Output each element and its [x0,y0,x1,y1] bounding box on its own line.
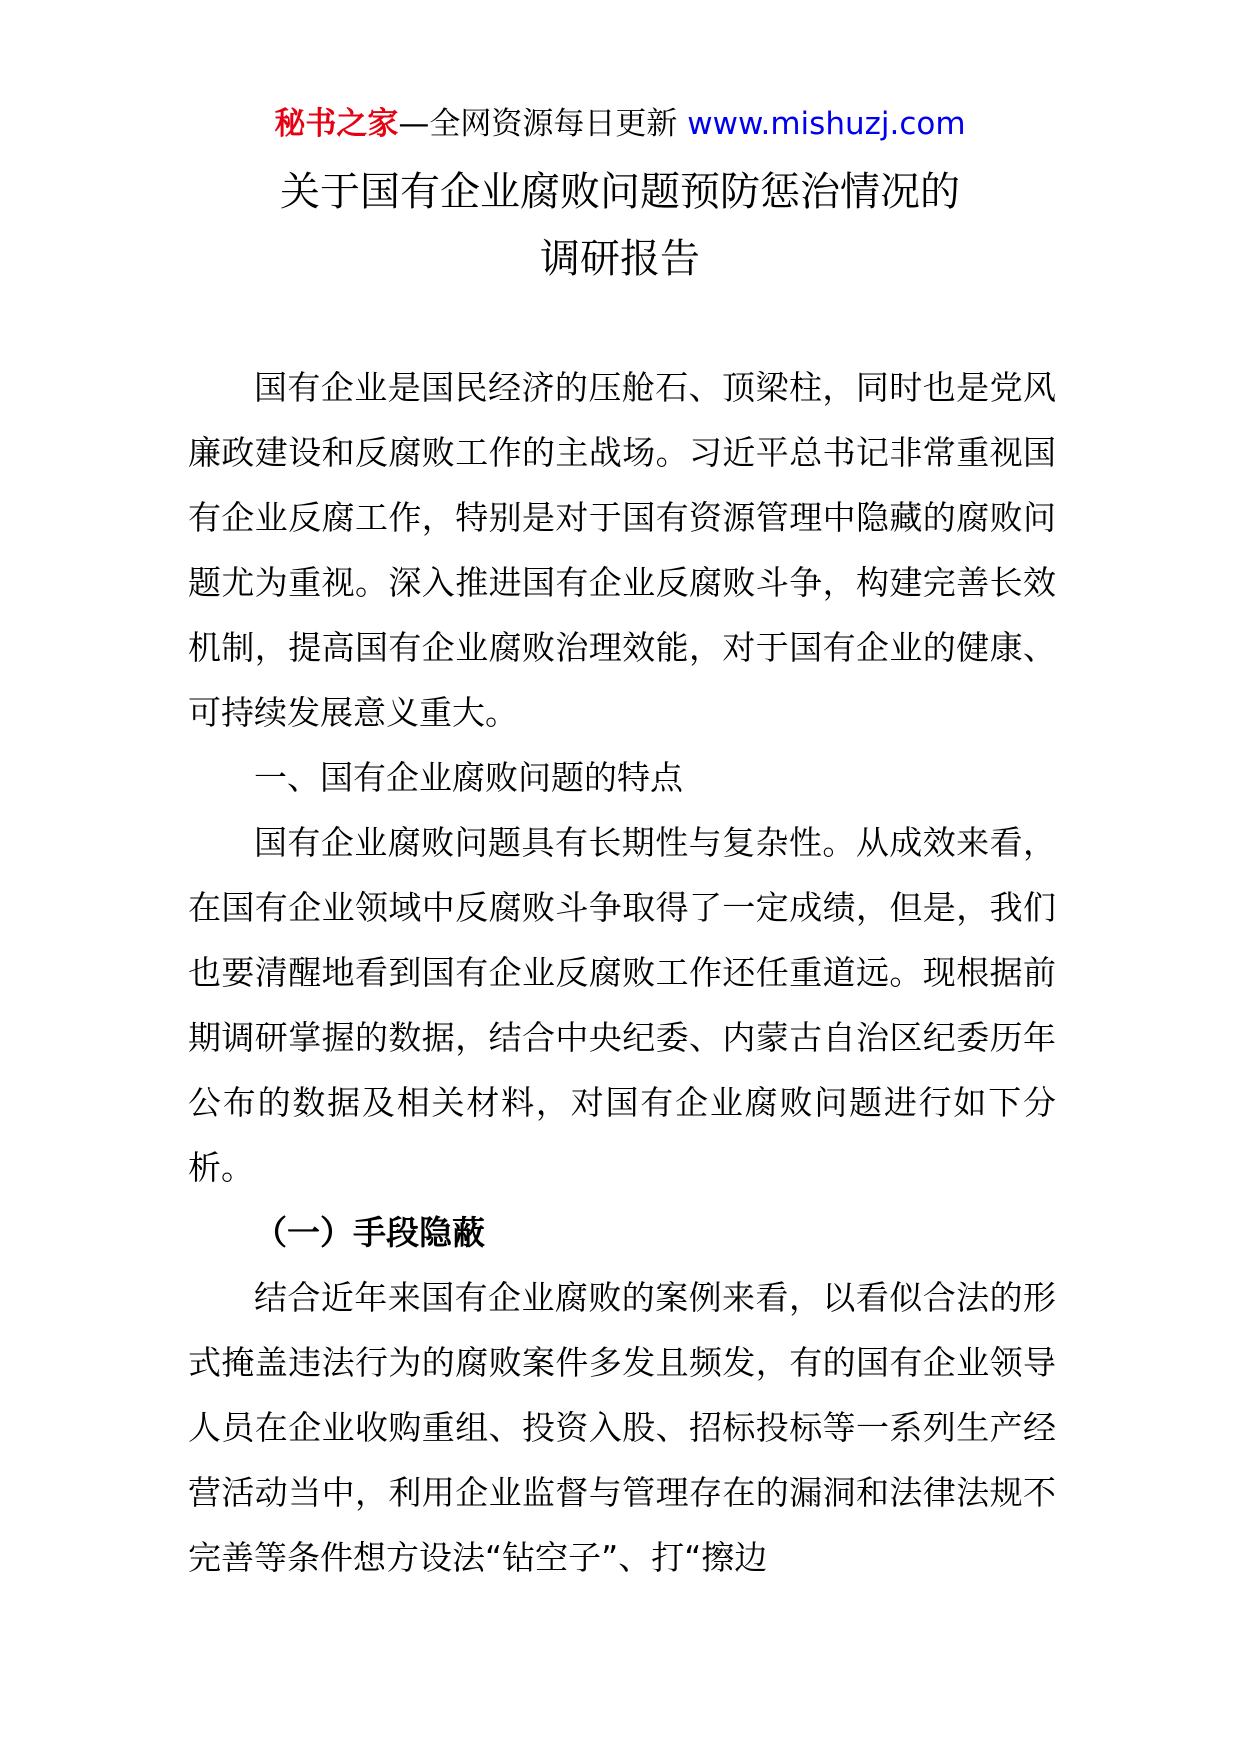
header-slogan: —全网资源每日更新 [398,106,678,142]
body-paragraph: 国有企业腐败问题具有长期性与复杂性。从成效来看，在国有企业领域中反腐败斗争取得了一定成绩，但是，我们也要清醒地看到国有企业反腐败工作还任重道远。现根据前期调研掌握的数据，结合中央纪委、内蒙古自治区纪委历年公布的数据及相关材料，对国有企业腐败问题进行如下分析。 [188,823,1056,1187]
document-title-line-2: 调研报告 [540,236,700,282]
document-body [188,355,1056,1590]
section-heading: 一、国有企业腐败问题的特点 [254,758,683,797]
brand-name: 秘书之家 [274,106,399,142]
site-header [0,102,1240,146]
body-paragraph: 结合近年来国有企业腐败的案例来看，以看似合法的形式掩盖违法行为的腐败案件多发且频发，有的国有企业领导人员在企业收购重组、投资入股、招标投标等一系列生产经营活动当中，利用企业监督与管理存在的漏洞和法律法规不完善等条件想方设法“钻空子”、打“擦边 [188,1278,1056,1577]
intro-paragraph: 国有企业是国民经济的压舱石、顶梁柱，同时也是党风廉政建设和反腐败工作的主战场。习近平总书记非常重视国有企业反腐工作，特别是对于国有资源管理中隐藏的腐败问题尤为重视。深入推进国有企业反腐败斗争，构建完善长效机制，提高国有企业腐败治理效能，对于国有企业的健康、可持续发展意义重大。 [188,368,1056,732]
document-title-line-1: 关于国有企业腐败问题预防惩治情况的 [280,169,960,215]
website-url[interactable]: www.mishuzj.com [687,106,966,142]
subsection-heading: （一）手段隐蔽 [254,1213,485,1252]
